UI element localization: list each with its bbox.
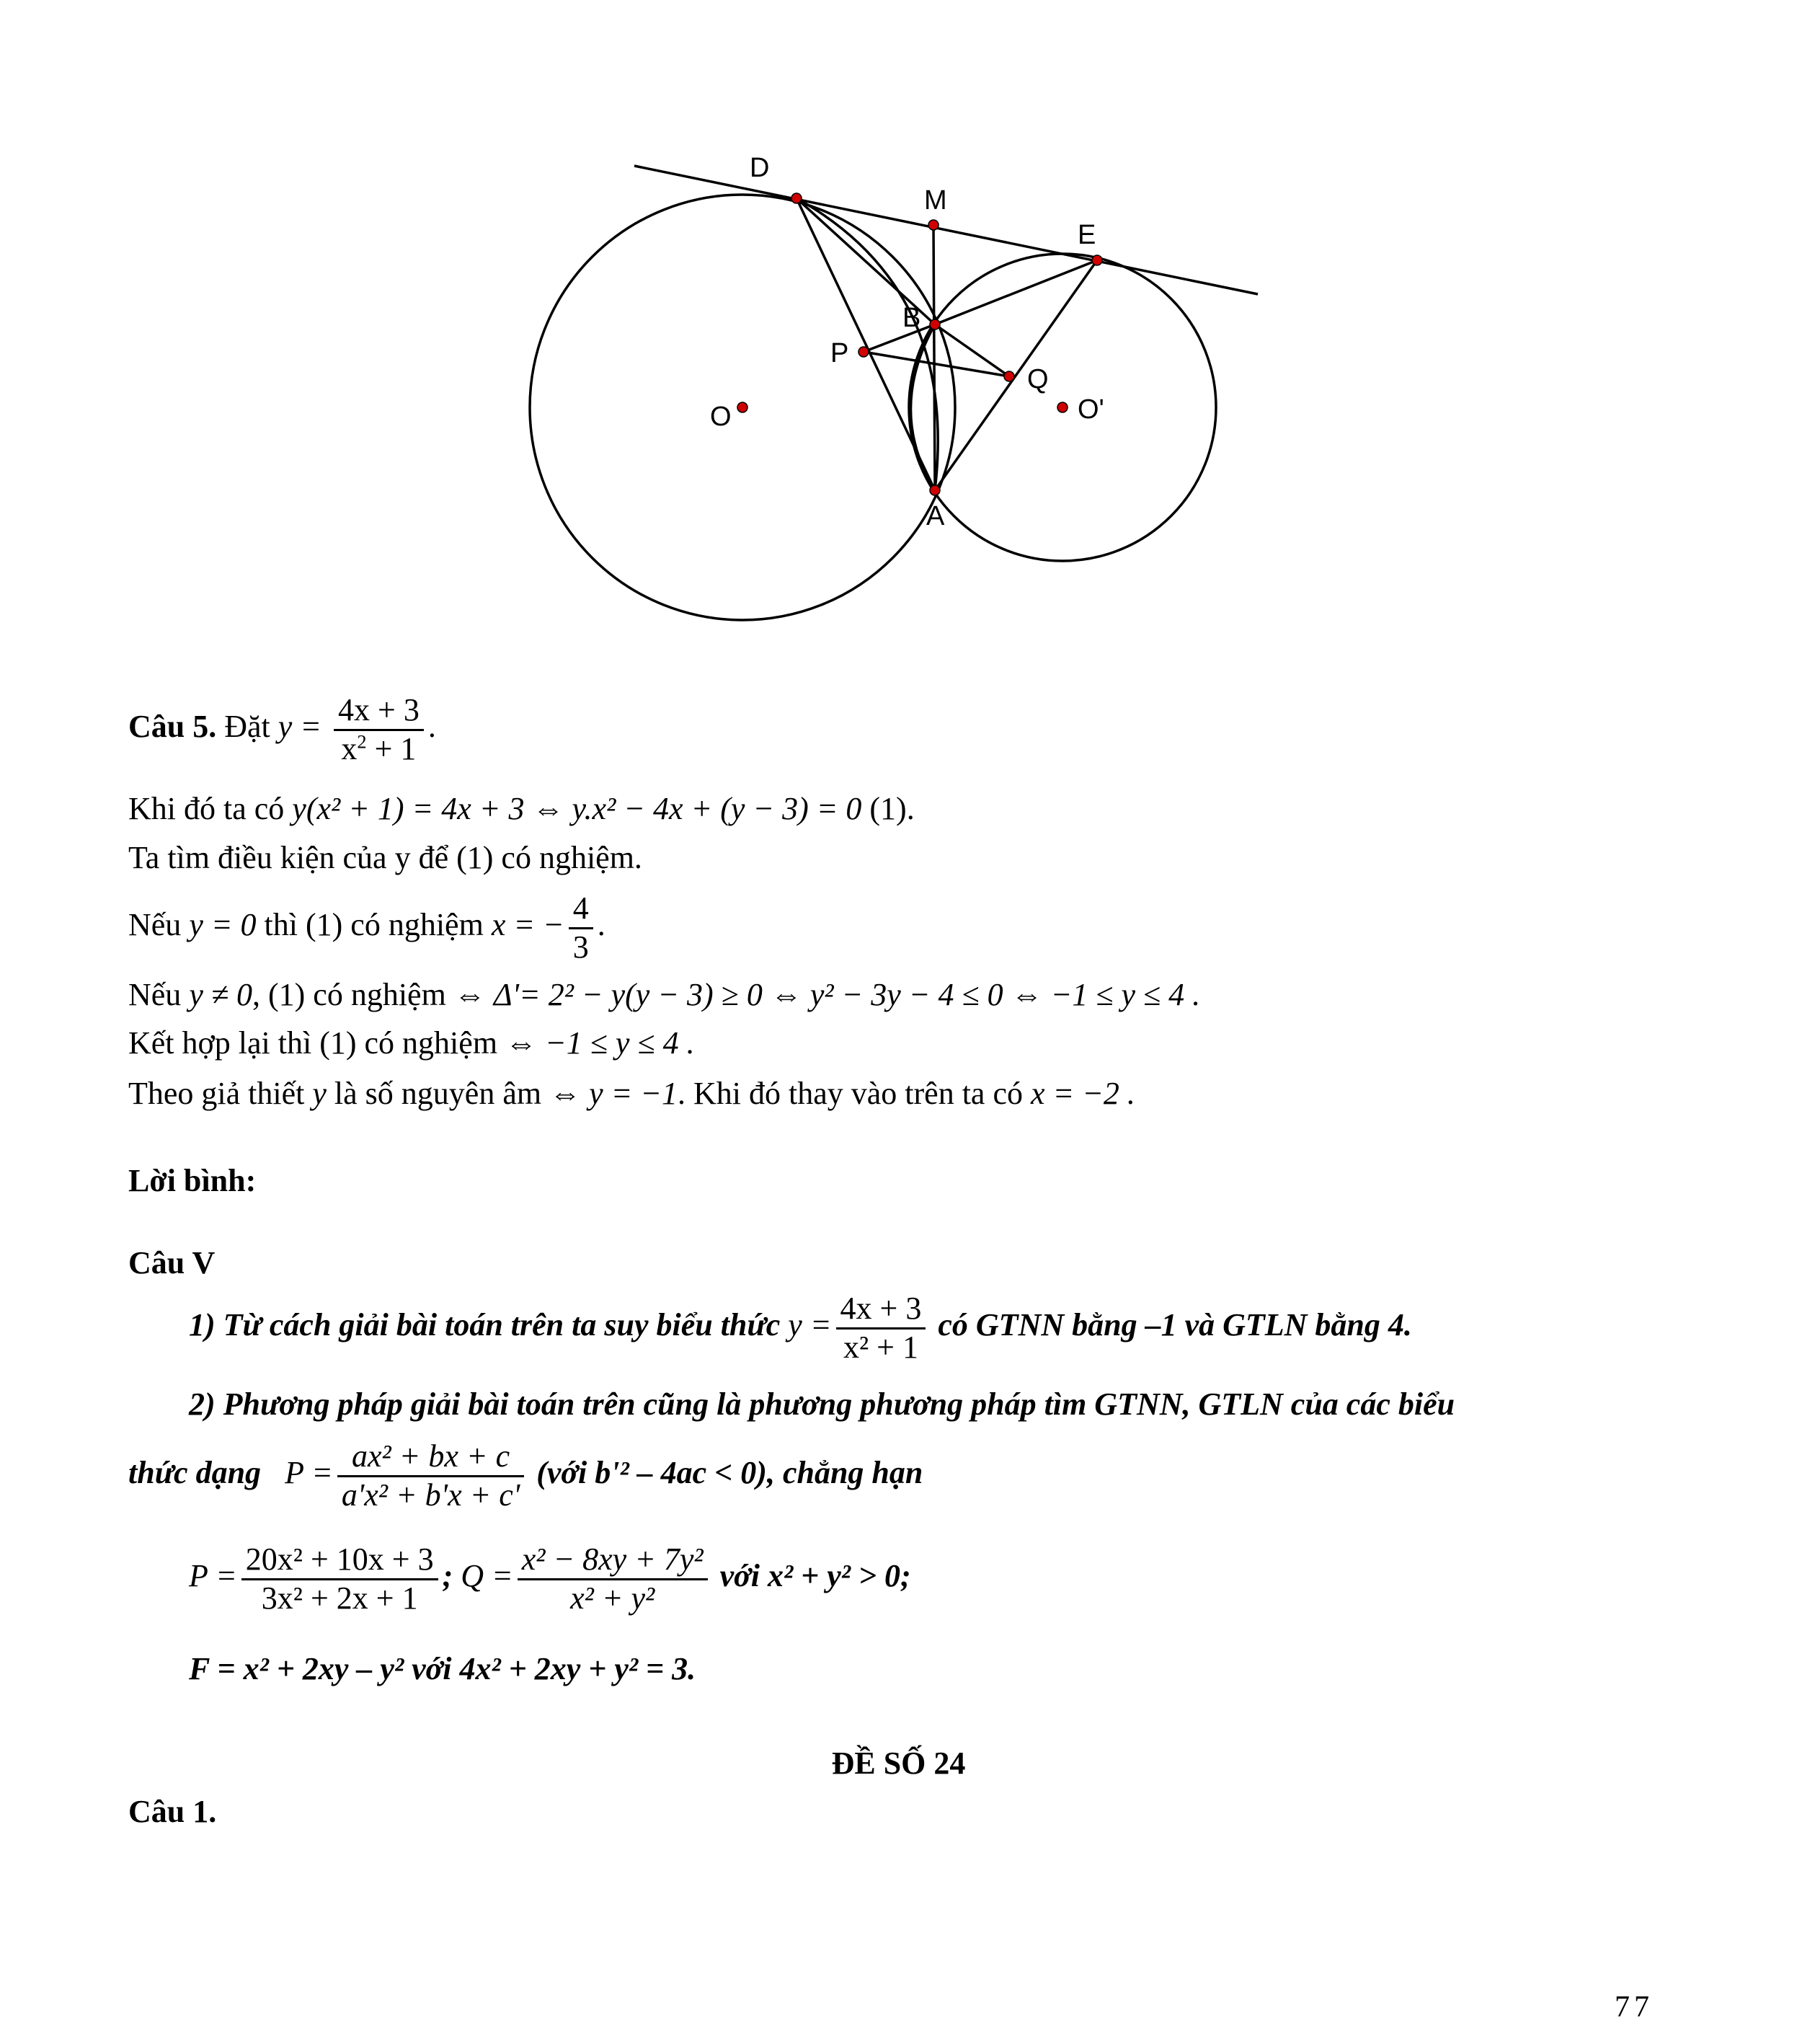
point-a [930,485,940,495]
point-m [928,220,939,230]
p4-den1: 3x² + 2x + 1 [261,1580,418,1616]
cau5-line4: Nếu y = 0 thì (1) có nghiệm x = − $\frac{4}{3}$ . [128,890,605,965]
l5-m1: y ≠ 0 [189,977,252,1012]
cau5-line1: Câu 5. Đặt y = $\frac{4x + 3}{x^2 + 1}$ . [128,692,436,766]
point-b [930,319,940,329]
cauV-p1 [189,1291,1412,1366]
p4-Q: Q = [461,1558,513,1594]
l7-m2: ⇔ y = −1 [549,1076,678,1111]
cau5-line3: Ta tìm điều kiện của y để (1) có nghiệm. [128,840,642,875]
cauV-heading: Câu V [128,1245,216,1280]
fraction-f-num: 4x + 3 [334,692,424,731]
point-q [1004,371,1014,381]
label-o2: O' [1078,394,1104,425]
loi-binh-heading: Lời bình: [128,1163,257,1198]
l4-m1: y = 0 [189,907,257,943]
l4-m2: x = − [491,907,564,943]
l2-math: y(x² + 1) = 4x + 3 ⇔ y.x² − 4x + (y − 3) = 0 [292,791,862,826]
geometry-figure [505,137,1297,642]
den-rest: + 1 [366,730,417,766]
cau5-line7 [128,1076,1135,1112]
l5-b: , (1) có nghiệm [252,977,454,1012]
den-x: x [341,730,358,766]
p4-num1: 20x² + 10x + 3 [241,1541,438,1580]
y-eq: y = [278,709,322,745]
label-b: B [902,303,921,333]
arc-right [911,324,936,490]
den-exp: 2 [357,730,367,752]
p3-den: a'x² + b'x + c' [341,1477,520,1513]
p4-fraction-Q [518,1541,708,1616]
l5-m2: ⇔ Δ'= 2² − y(y − 3) ≥ 0 ⇔ y² − 3y − 4 ≤ 0 ⇔ −1 ≤ y ≤ 4 . [453,977,1201,1012]
cau5-line6 [128,1025,695,1062]
label-e: E [1078,220,1096,250]
cau5-title: Câu 5. [128,709,217,745]
dat-word: Đặt [224,709,270,745]
l4-b: thì (1) có nghiệm [256,907,492,943]
l4-a: Nếu [128,907,190,943]
cau1-heading: Câu 1. [128,1794,217,1829]
p3-fraction [337,1438,524,1513]
p3-P: P = [285,1455,333,1491]
frac-4: 4 [569,890,593,929]
label-a: A [926,501,945,531]
de-so-heading: ĐỀ SỐ 24 [831,1746,966,1781]
label-q: Q [1027,364,1049,394]
l7-a: Theo giả thiết [128,1076,313,1111]
p1-a: 1) Từ cách giải bài toán trên ta suy biểu thức [189,1307,781,1343]
label-p: P [830,338,849,368]
p1-y: y = [788,1307,832,1343]
fraction-4-3 [569,890,593,965]
segment-pq [864,352,1009,376]
p3-b: (với b'² – 4ac < 0), chẳng hạn [536,1455,923,1491]
p1-b: có GTNN bằng –1 và GTLN bằng 4. [938,1307,1412,1343]
p1-fraction [836,1291,926,1366]
point-p [858,347,869,357]
l6-m: ⇔ −1 ≤ y ≤ 4 . [505,1025,695,1061]
p1-den: x² + 1 [843,1329,918,1365]
p4-sep: ; [442,1558,461,1594]
point-o2 [1057,402,1068,412]
p3-num: ax² + bx + c [337,1438,524,1477]
frac-3: 3 [572,929,589,965]
cauV-p4 [189,1541,911,1616]
point-d [791,193,802,203]
cau5-line5 [128,977,1200,1014]
l5-a: Nếu [128,977,190,1012]
segment-ma [933,225,935,490]
p4-P: P = [189,1558,237,1594]
p1-num: 4x + 3 [836,1291,926,1330]
l2-tail: (1). [861,791,915,826]
p4-tail: với x² + y² > 0; [719,1558,911,1594]
l6-a: Kết hợp lại thì (1) có nghiệm [128,1025,506,1061]
p3-a: thức dạng [128,1455,262,1491]
p4-den2: x² + y² [570,1580,655,1616]
p4-num2: x² − 8xy + 7y² [518,1541,708,1580]
fraction-f-den [334,731,424,768]
cauV-p3 [128,1438,923,1513]
cauV-p5: F = x² + 2xy – y² với 4x² + 2xy + y² = 3. [189,1651,696,1686]
p4-fraction-P [241,1541,438,1616]
fraction-f [334,692,424,767]
l2-text: Khi đó ta có [128,791,293,826]
point-e [1092,255,1102,265]
l7-m1: y [312,1076,327,1111]
cau5-line2 [128,791,915,828]
page-number: 77 [1615,1991,1654,2024]
label-d: D [750,153,770,183]
label-m: M [924,185,947,216]
cauV-p2: 2) Phương pháp giải bài toán trên cũng là phương phương pháp tìm GTNN, GTLN của các biểu [189,1386,1455,1422]
l7-b: là số nguyên âm [326,1076,550,1111]
l7-m3: x = −2 . [1030,1076,1135,1111]
segment-da [797,198,935,490]
label-o: O [710,402,732,432]
l7-c: . Khi đó thay vào trên ta có [678,1076,1031,1111]
point-o [737,402,747,412]
